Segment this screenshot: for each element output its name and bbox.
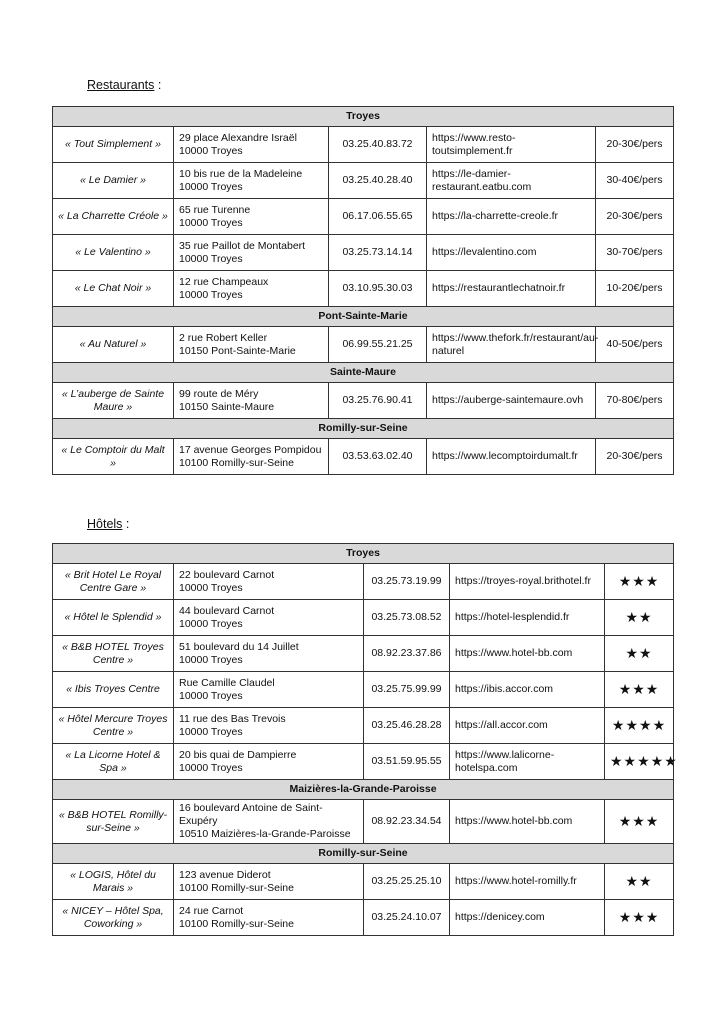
postal-city: 10100 Romilly-sur-Seine [179, 456, 294, 469]
table-row [53, 900, 674, 936]
city-group-header: Troyes [53, 544, 674, 564]
address-cell [174, 235, 329, 271]
street-address: 24 rue Carnot [179, 904, 244, 917]
phone-number: 06.99.55.21.25 [329, 327, 427, 363]
city-group-header: Sainte-Maure [53, 363, 674, 383]
star-rating: ★★★ [605, 672, 674, 708]
establishment-name: « Le Damier » [53, 163, 174, 199]
restaurants-heading [87, 78, 161, 92]
postal-city: 10150 Pont-Sainte-Marie [179, 344, 296, 357]
table-row [53, 800, 674, 844]
establishment-name: « Le Valentino » [53, 235, 174, 271]
street-address: 20 bis quai de Dampierre [179, 748, 297, 761]
table-row [53, 327, 674, 363]
postal-city: 10000 Troyes [179, 761, 243, 774]
postal-city: 10100 Romilly-sur-Seine [179, 917, 294, 930]
establishment-name: « Hôtel Mercure Troyes Centre » [53, 708, 174, 744]
address-cell [174, 800, 364, 844]
restaurants-title: Restaurants [87, 78, 155, 92]
phone-number: 03.25.76.90.41 [329, 383, 427, 419]
establishment-name: « Au Naturel » [53, 327, 174, 363]
address-cell [174, 708, 364, 744]
address-cell [174, 864, 364, 900]
phone-number: 03.25.73.08.52 [364, 600, 450, 636]
hotels-title-suffix: : [122, 517, 130, 531]
city-group-header: Pont-Sainte-Marie [53, 307, 674, 327]
phone-number: 03.25.25.25.10 [364, 864, 450, 900]
city-group-header: Romilly-sur-Seine [53, 419, 674, 439]
phone-number: 03.25.75.99.99 [364, 672, 450, 708]
city-group-row [53, 780, 674, 800]
street-address: 51 boulevard du 14 Juillet [179, 640, 299, 653]
city-group-header: Maizières-la-Grande-Paroisse [53, 780, 674, 800]
street-address: 29 place Alexandre Israël [179, 131, 297, 144]
postal-city: 10000 Troyes [179, 653, 243, 666]
phone-number: 03.25.24.10.07 [364, 900, 450, 936]
phone-number: 03.25.40.28.40 [329, 163, 427, 199]
website-url: https://www.hotel-romilly.fr [450, 864, 605, 900]
phone-number: 08.92.23.34.54 [364, 800, 450, 844]
street-address: 123 avenue Diderot [179, 868, 271, 881]
street-address: 2 rue Robert Keller [179, 331, 268, 344]
website-url: https://ibis.accor.com [450, 672, 605, 708]
website-url: https://le-damier-restaurant.eatbu.com [427, 163, 596, 199]
phone-number: 03.25.73.19.99 [364, 564, 450, 600]
table-row [53, 163, 674, 199]
street-address: 65 rue Turenne [179, 203, 251, 216]
city-group-header: Romilly-sur-Seine [53, 844, 674, 864]
establishment-name: « Brit Hotel Le Royal Centre Gare » [53, 564, 174, 600]
table-row [53, 564, 674, 600]
address-cell [174, 564, 364, 600]
street-address: 35 rue Paillot de Montabert [179, 239, 306, 252]
establishment-name: « L’auberge de Sainte Maure » [53, 383, 174, 419]
star-rating: ★★★ [605, 564, 674, 600]
price-range: 20-30€/pers [596, 199, 674, 235]
website-url: https://www.hotel-bb.com [450, 636, 605, 672]
price-range: 30-70€/pers [596, 235, 674, 271]
table-row [53, 439, 674, 475]
address-cell [174, 744, 364, 780]
phone-number: 03.53.63.02.40 [329, 439, 427, 475]
street-address: 44 boulevard Carnot [179, 604, 275, 617]
phone-number: 06.17.06.55.65 [329, 199, 427, 235]
website-url: https://auberge-saintemaure.ovh [427, 383, 596, 419]
table-row [53, 744, 674, 780]
postal-city: 10000 Troyes [179, 725, 243, 738]
table-row [53, 199, 674, 235]
postal-city: 10000 Troyes [179, 216, 243, 229]
establishment-name: « NICEY – Hôtel Spa, Coworking » [53, 900, 174, 936]
phone-number: 03.25.40.83.72 [329, 127, 427, 163]
establishment-name: « B&B HOTEL Troyes Centre » [53, 636, 174, 672]
table-row [53, 271, 674, 307]
street-address: Rue Camille Claudel [179, 676, 275, 689]
street-address: 99 route de Méry [179, 387, 259, 400]
address-cell [174, 163, 329, 199]
table-row [53, 127, 674, 163]
phone-number: 03.51.59.95.55 [364, 744, 450, 780]
postal-city: 10510 Maizières-la-Grande-Paroisse [179, 828, 351, 840]
address-cell [174, 636, 364, 672]
city-group-row [53, 307, 674, 327]
phone-number: 08.92.23.37.86 [364, 636, 450, 672]
address-cell [174, 600, 364, 636]
star-rating: ★★★ [605, 800, 674, 844]
postal-city: 10000 Troyes [179, 180, 243, 193]
establishment-name: « B&B HOTEL Romilly-sur-Seine » [53, 800, 174, 844]
address-cell [174, 199, 329, 235]
postal-city: 10000 Troyes [179, 288, 243, 301]
street-address: 10 bis rue de la Madeleine [179, 167, 303, 180]
establishment-name: « Le Chat Noir » [53, 271, 174, 307]
website-url: https://la-charrette-creole.fr [427, 199, 596, 235]
website-url: https://www.thefork.fr/restaurant/au-naturel [427, 327, 596, 363]
street-address: 22 boulevard Carnot [179, 568, 275, 581]
table-row [53, 864, 674, 900]
address-cell [174, 900, 364, 936]
table-row [53, 636, 674, 672]
price-range: 20-30€/pers [596, 127, 674, 163]
address-cell [174, 127, 329, 163]
address-cell [174, 383, 329, 419]
postal-city: 10000 Troyes [179, 689, 243, 702]
price-range: 30-40€/pers [596, 163, 674, 199]
establishment-name: « La Licorne Hotel & Spa » [53, 744, 174, 780]
hotels-heading [87, 517, 129, 531]
price-range: 40-50€/pers [596, 327, 674, 363]
establishment-name: « Ibis Troyes Centre [53, 672, 174, 708]
postal-city: 10000 Troyes [179, 252, 243, 265]
establishment-name: « Le Comptoir du Malt » [53, 439, 174, 475]
restaurants-table [52, 106, 674, 475]
website-url: https://www.hotel-bb.com [450, 800, 605, 844]
website-url: https://denicey.com [450, 900, 605, 936]
star-rating: ★★ [605, 600, 674, 636]
address-cell [174, 327, 329, 363]
postal-city: 10150 Sainte-Maure [179, 400, 275, 413]
star-rating: ★★★ [605, 900, 674, 936]
address-cell [174, 672, 364, 708]
website-url: https://levalentino.com [427, 235, 596, 271]
hotels-table [52, 543, 678, 936]
city-group-row [53, 419, 674, 439]
hotels-table-body [53, 544, 678, 936]
city-group-header: Troyes [53, 107, 674, 127]
website-url: https://restaurantlechatnoir.fr [427, 271, 596, 307]
phone-number: 03.10.95.30.03 [329, 271, 427, 307]
city-group-row [53, 544, 674, 564]
website-url: https://hotel-lesplendid.fr [450, 600, 605, 636]
establishment-name: « La Charrette Créole » [53, 199, 174, 235]
phone-number: 03.25.46.28.28 [364, 708, 450, 744]
postal-city: 10100 Romilly-sur-Seine [179, 881, 294, 894]
website-url: https://www.resto-toutsimplement.fr [427, 127, 596, 163]
postal-city: 10000 Troyes [179, 144, 243, 157]
postal-city: 10000 Troyes [179, 617, 243, 630]
street-address: 17 avenue Georges Pompidou [179, 443, 322, 456]
establishment-name: « LOGIS, Hôtel du Marais » [53, 864, 174, 900]
price-range: 70-80€/pers [596, 383, 674, 419]
address-cell [174, 439, 329, 475]
establishment-name: « Hôtel le Splendid » [53, 600, 174, 636]
star-rating: ★★ [605, 864, 674, 900]
website-url: https://www.lalicorne-hotelspa.com [450, 744, 605, 780]
establishment-name: « Tout Simplement » [53, 127, 174, 163]
city-group-row [53, 844, 674, 864]
city-group-row [53, 363, 674, 383]
star-rating: ★★★★★ [605, 744, 674, 780]
restaurants-title-suffix: : [154, 78, 162, 92]
star-rating: ★★ [605, 636, 674, 672]
phone-number: 03.25.73.14.14 [329, 235, 427, 271]
street-address: 12 rue Champeaux [179, 275, 269, 288]
table-row [53, 235, 674, 271]
hotels-title: Hôtels [87, 517, 123, 531]
street-address: 11 rue des Bas Trevois [179, 712, 286, 725]
price-range: 20-30€/pers [596, 439, 674, 475]
website-url: https://all.accor.com [450, 708, 605, 744]
address-cell [174, 271, 329, 307]
website-url: https://troyes-royal.brithotel.fr [450, 564, 605, 600]
city-group-row [53, 107, 674, 127]
restaurants-table-body [53, 107, 674, 475]
price-range: 10-20€/pers [596, 271, 674, 307]
table-row [53, 708, 674, 744]
table-row [53, 383, 674, 419]
postal-city: 10000 Troyes [179, 581, 243, 594]
table-row [53, 672, 674, 708]
website-url: https://www.lecomptoirdumalt.fr [427, 439, 596, 475]
star-rating: ★★★★ [605, 708, 674, 744]
street-address: 16 boulevard Antoine de Saint-Exupéry [179, 802, 323, 827]
table-row [53, 600, 674, 636]
